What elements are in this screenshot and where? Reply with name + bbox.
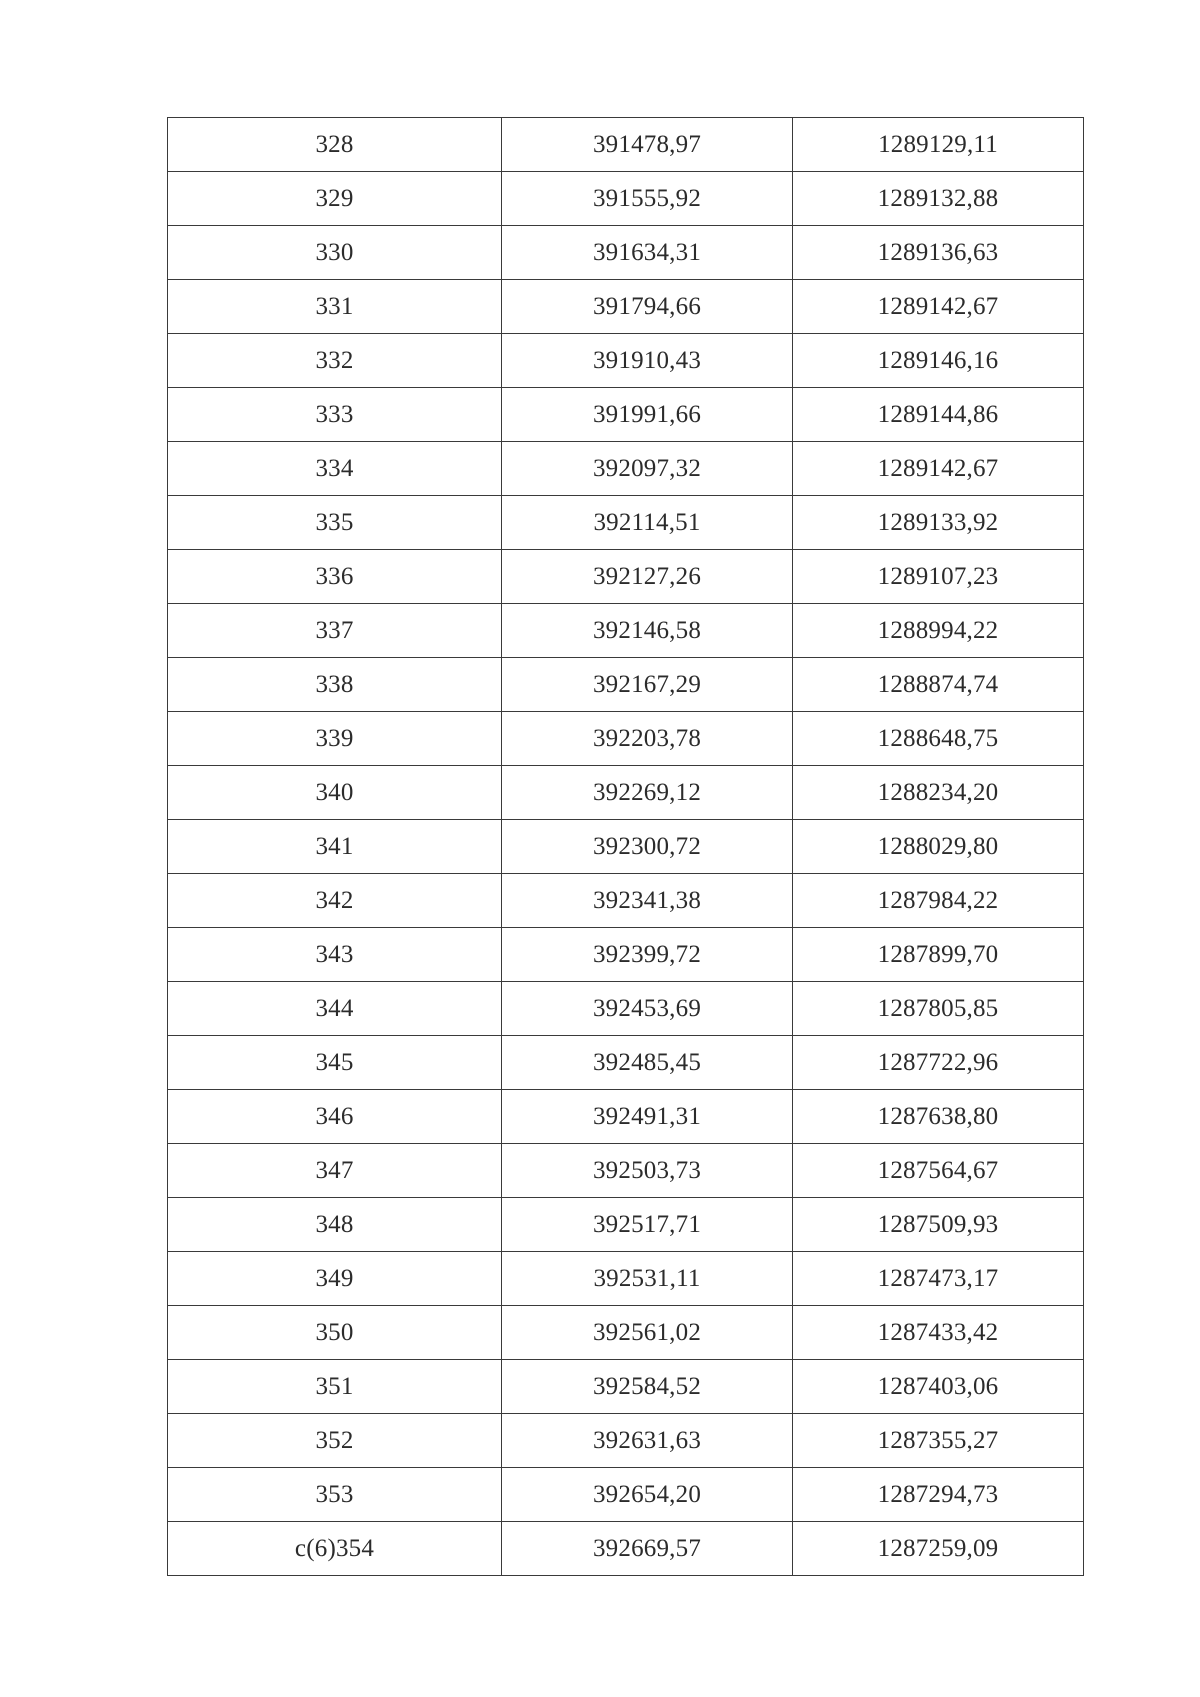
x-coordinate-cell: 392203,78 [502,712,793,766]
point-number-cell: 344 [168,982,502,1036]
x-coordinate-cell: 392146,58 [502,604,793,658]
table-row [168,172,1084,226]
y-coordinate-cell: 1287403,06 [793,1360,1084,1414]
y-coordinate-cell: 1289133,92 [793,496,1084,550]
y-coordinate-cell: 1288029,80 [793,820,1084,874]
point-number-cell: 349 [168,1252,502,1306]
table-row [168,1144,1084,1198]
y-coordinate-cell: 1287509,93 [793,1198,1084,1252]
table-row [168,982,1084,1036]
y-coordinate-cell: 1289129,11 [793,118,1084,172]
point-number-cell: 350 [168,1306,502,1360]
table-row [168,1036,1084,1090]
point-number-cell: 343 [168,928,502,982]
x-coordinate-cell: 392399,72 [502,928,793,982]
x-coordinate-cell: 392127,26 [502,550,793,604]
y-coordinate-cell: 1287259,09 [793,1522,1084,1576]
point-number-cell: 340 [168,766,502,820]
point-number-cell: 331 [168,280,502,334]
table-row [168,712,1084,766]
y-coordinate-cell: 1287294,73 [793,1468,1084,1522]
point-number-cell: 345 [168,1036,502,1090]
point-number-cell: 347 [168,1144,502,1198]
y-coordinate-cell: 1287984,22 [793,874,1084,928]
x-coordinate-cell: 392114,51 [502,496,793,550]
table-row [168,1306,1084,1360]
table-row [168,658,1084,712]
x-coordinate-cell: 392485,45 [502,1036,793,1090]
y-coordinate-cell: 1287355,27 [793,1414,1084,1468]
table-row [168,1090,1084,1144]
point-number-cell: 330 [168,226,502,280]
point-number-cell: 334 [168,442,502,496]
table-row [168,1360,1084,1414]
y-coordinate-cell: 1289107,23 [793,550,1084,604]
x-coordinate-cell: 392300,72 [502,820,793,874]
x-coordinate-cell: 392531,11 [502,1252,793,1306]
y-coordinate-cell: 1287805,85 [793,982,1084,1036]
table-row [168,334,1084,388]
x-coordinate-cell: 391910,43 [502,334,793,388]
point-number-cell: 336 [168,550,502,604]
x-coordinate-cell: 392167,29 [502,658,793,712]
coordinates-table [167,117,1084,1576]
point-number-cell: 352 [168,1414,502,1468]
point-number-cell: 335 [168,496,502,550]
y-coordinate-cell: 1288874,74 [793,658,1084,712]
y-coordinate-cell: 1289142,67 [793,442,1084,496]
table-row [168,1522,1084,1576]
y-coordinate-cell: 1288994,22 [793,604,1084,658]
x-coordinate-cell: 391478,97 [502,118,793,172]
y-coordinate-cell: 1288648,75 [793,712,1084,766]
x-coordinate-cell: 392097,32 [502,442,793,496]
table-row [168,550,1084,604]
table-row [168,388,1084,442]
x-coordinate-cell: 392453,69 [502,982,793,1036]
point-number-cell: 346 [168,1090,502,1144]
point-number-cell: 339 [168,712,502,766]
y-coordinate-cell: 1289146,16 [793,334,1084,388]
x-coordinate-cell: 392631,63 [502,1414,793,1468]
table-row [168,442,1084,496]
table-row [168,1198,1084,1252]
x-coordinate-cell: 392517,71 [502,1198,793,1252]
x-coordinate-cell: 392584,52 [502,1360,793,1414]
x-coordinate-cell: 391794,66 [502,280,793,334]
x-coordinate-cell: 392341,38 [502,874,793,928]
y-coordinate-cell: 1289144,86 [793,388,1084,442]
table-row [168,874,1084,928]
table-row [168,604,1084,658]
x-coordinate-cell: 392561,02 [502,1306,793,1360]
y-coordinate-cell: 1287433,42 [793,1306,1084,1360]
y-coordinate-cell: 1287722,96 [793,1036,1084,1090]
y-coordinate-cell: 1287564,67 [793,1144,1084,1198]
table-row [168,1414,1084,1468]
y-coordinate-cell: 1287899,70 [793,928,1084,982]
x-coordinate-cell: 391991,66 [502,388,793,442]
y-coordinate-cell: 1288234,20 [793,766,1084,820]
table-row [168,496,1084,550]
coordinates-table-body [168,118,1084,1576]
x-coordinate-cell: 391634,31 [502,226,793,280]
table-row [168,226,1084,280]
table-row [168,118,1084,172]
y-coordinate-cell: 1287473,17 [793,1252,1084,1306]
table-row [168,820,1084,874]
point-number-cell: 328 [168,118,502,172]
point-number-cell: 338 [168,658,502,712]
point-number-cell: 348 [168,1198,502,1252]
x-coordinate-cell: 392491,31 [502,1090,793,1144]
point-number-cell: 329 [168,172,502,226]
table-row [168,1252,1084,1306]
x-coordinate-cell: 392654,20 [502,1468,793,1522]
point-number-cell: c(6)354 [168,1522,502,1576]
point-number-cell: 342 [168,874,502,928]
table-row [168,1468,1084,1522]
point-number-cell: 351 [168,1360,502,1414]
point-number-cell: 337 [168,604,502,658]
point-number-cell: 332 [168,334,502,388]
x-coordinate-cell: 392269,12 [502,766,793,820]
y-coordinate-cell: 1289136,63 [793,226,1084,280]
x-coordinate-cell: 392503,73 [502,1144,793,1198]
y-coordinate-cell: 1287638,80 [793,1090,1084,1144]
table-row [168,766,1084,820]
point-number-cell: 333 [168,388,502,442]
x-coordinate-cell: 392669,57 [502,1522,793,1576]
point-number-cell: 341 [168,820,502,874]
table-row [168,280,1084,334]
table-row [168,928,1084,982]
y-coordinate-cell: 1289132,88 [793,172,1084,226]
y-coordinate-cell: 1289142,67 [793,280,1084,334]
x-coordinate-cell: 391555,92 [502,172,793,226]
point-number-cell: 353 [168,1468,502,1522]
